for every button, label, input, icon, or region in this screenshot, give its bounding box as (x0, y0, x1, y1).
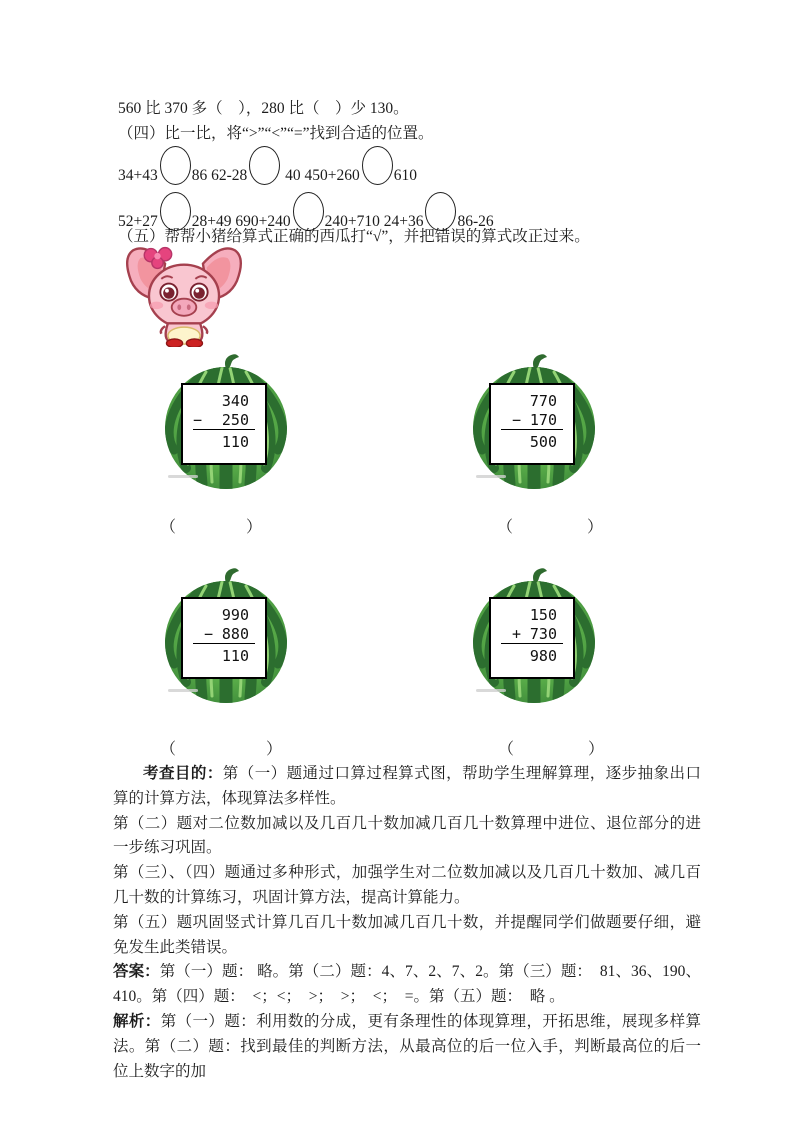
operator: − (193, 410, 203, 429)
answer-blank-1[interactable] (160, 514, 262, 537)
purpose-label: 考查目的： (143, 765, 223, 782)
stem-icon (225, 568, 239, 583)
stem-icon (225, 354, 239, 369)
paren-open: （ (160, 519, 177, 536)
answer-circle[interactable] (362, 146, 393, 185)
expression-text: 34+43 (118, 167, 158, 184)
note-paragraph-3: 第（三）、（四）题通过多种形式，加强学生对二位数加减以及几百几十数加、减几百几十数的计算练习，巩固计算方法，提高计算能力。 (113, 864, 701, 906)
subtrahend: 250 (221, 410, 249, 429)
analysis-paragraph: 解析：第（一）题：利用数的分成，更有条理性的体现算理，开拓思维，展现多样算法。第（二）题：找到最佳的判断方法，从最高位的后一位入手，判断最高位的后一位上数字的加 (113, 1012, 701, 1080)
minuend: 990 (221, 605, 249, 624)
answers-paragraph: 答案：第（一）题： 略。第（二）题：4、7、2、7、2。第（三）题： 81、36、190、410。第（四）题： <；<； >； >； <； =。第（五）题： 略 。 (113, 963, 701, 1006)
operator: − (203, 624, 213, 643)
answer-circle[interactable] (160, 146, 191, 185)
result: 110 (221, 646, 249, 665)
paren-close: ） (587, 741, 604, 758)
pig-head (149, 265, 219, 327)
expression-text: 28+49 690+240 (191, 213, 291, 230)
addend-1: 150 (529, 605, 557, 624)
watermark (168, 689, 198, 692)
subtrahend: 170 (529, 410, 557, 429)
paren-close: ） (586, 519, 603, 536)
note-paragraph-2: 第（二）题对二位数加减以及几百几十数加减几百几十数算理中进位、退位部分的进一步练习巩固。 (113, 814, 701, 857)
watermelon-3 (156, 566, 296, 706)
result: 110 (221, 432, 249, 451)
addend-2: 730 (529, 624, 557, 643)
equation-box-4[interactable] (489, 597, 575, 679)
expression-text: 52+27 (118, 213, 158, 230)
watermark (476, 689, 506, 692)
result: 980 (529, 646, 557, 665)
comparison-row-1 (118, 146, 417, 186)
minuend: 770 (529, 391, 557, 410)
paren-close: ） (265, 741, 282, 758)
stem-icon (533, 354, 547, 369)
expression-text: 86 62-28 (191, 167, 248, 184)
equation-box-1[interactable] (181, 383, 267, 465)
analysis-label: 解析： (113, 1012, 161, 1030)
answer-blank-4[interactable] (498, 736, 604, 759)
answer-circle[interactable] (249, 146, 280, 185)
expression-text: 86-26 (457, 213, 494, 230)
purpose-paragraph: 考查目的：第（一）题通过口算过程算式图，帮助学生理解算理，逐步抽象出口算的计算方法，体现算法多样性。 (113, 765, 701, 807)
operator: + (511, 624, 521, 643)
paren-close: ） (245, 519, 262, 536)
watermelon-1 (156, 352, 296, 492)
minuend: 340 (221, 391, 249, 410)
note-paragraph-4: 第（五）题巩固竖式计算几百几十数加减几百几十数，并提醒同学们做题要仔细，避免发生此类错误。 (113, 913, 701, 956)
watermark (476, 475, 506, 478)
equation-box-3[interactable] (181, 597, 267, 679)
answer-blank-3[interactable] (160, 736, 282, 759)
result: 500 (529, 432, 557, 451)
answers-label: 答案： (113, 963, 160, 981)
paren-open: （ (160, 741, 177, 758)
expression-text: 240+710 24+36 (324, 213, 424, 230)
fill-in-blank-line: 560 比 370 多（ ），280 比（ ）少 130。 (118, 100, 409, 117)
section4-title: （四）比一比，将“>”“<”“=”找到合适的位置。 (118, 125, 434, 142)
answer-blank-2[interactable] (497, 514, 603, 537)
operator: − (511, 410, 521, 429)
expression-text: 610 (393, 167, 418, 184)
expression-text: 40 450+260 (281, 167, 360, 184)
subtrahend: 880 (221, 624, 249, 643)
equation-box-2[interactable] (489, 383, 575, 465)
watermelon-2 (464, 352, 604, 492)
watermelon-4 (464, 566, 604, 706)
section5-title: （五）帮帮小猪给算式正确的西瓜打“√”，并把错误的算式改正过来。 (118, 228, 590, 245)
paren-open: （ (497, 519, 514, 536)
notes-block (113, 762, 701, 1084)
stem-icon (533, 568, 547, 583)
pig-illustration (108, 241, 260, 347)
watermark (168, 475, 198, 478)
paren-open: （ (498, 741, 515, 758)
